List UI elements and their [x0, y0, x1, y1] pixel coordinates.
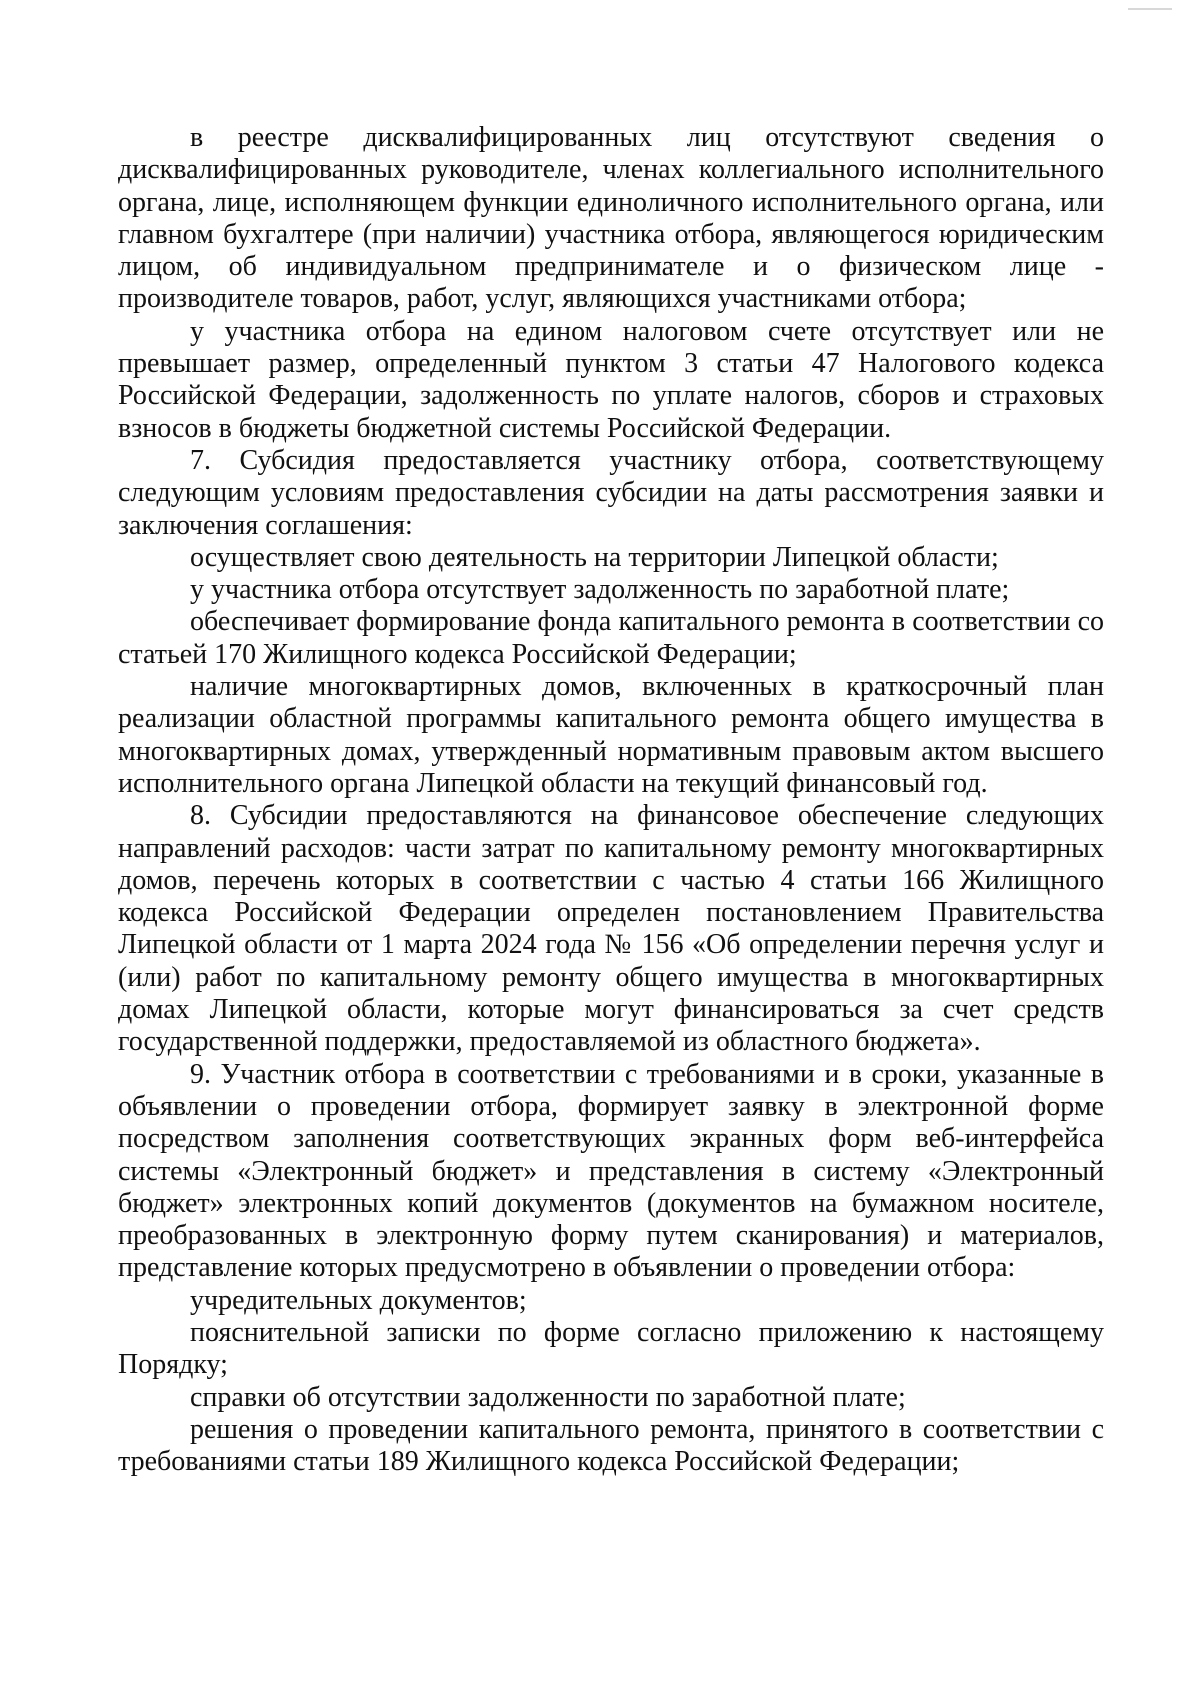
scan-corner-mark: [1128, 8, 1172, 10]
paragraph-explanatory-note: пояснительной записки по форме согласно приложению к настоящему Порядку;: [118, 1316, 1104, 1381]
paragraph-apartment-buildings: наличие многоквартирных домов, включенных в краткосрочный план реализации областной программы капитального ремонта общего имущества в многоквартирных домах, утвержденный нормативным правовым актом высшего исполнительного органа Липецкой области на текущий финансовый год.: [118, 671, 1104, 799]
paragraph-tax-debt: у участника отбора на едином налоговом счете отсутствует или не превышает размер, определенный пунктом 3 статьи 47 Налогового кодекса Российской Федерации, задолженность по уплате налогов, сборов и страховых взносов в бюджеты бюджетной системы Российской Федерации.: [118, 315, 1104, 444]
paragraph-item-8: 8. Субсидии предоставляются на финансовое обеспечение следующих направлений расходов: части затрат по капитальному ремонту многоквартирных домов, перечень которых в соответствии с частью 4 статьи 166 Жилищного кодекса Российской Федерации определен постановлением Правительства Липецкой области от 1 марта 2024 года № 156 «Об определении перечня услуг и (или) работ по капитальному ремонту общего имущества в многоквартирных домах Липецкой области, которые могут финансироваться за счет средств государственной поддержки, предоставляемой из областного бюджета».: [118, 800, 1104, 1058]
paragraph-repair-fund: обеспечивает формирование фонда капитального ремонта в соответствии со статьей 170 Жилищного кодекса Российской Федерации;: [118, 606, 1104, 670]
paragraph-item-7: 7. Субсидия предоставляется участнику отбора, соответствующему следующим условиям предоставления субсидии на даты рассмотрения заявки и заключения соглашения:: [118, 444, 1104, 541]
paragraph-wage-certificate: справки об отсутствии задолженности по заработной плате;: [190, 1381, 906, 1413]
document-page: [118, 122, 1104, 1478]
paragraph-founding-documents: учредительных документов;: [190, 1284, 527, 1316]
paragraph-disqualified-registry: в реестре дисквалифицированных лиц отсутствуют сведения о дисквалифицированных руководителе, членах коллегиального исполнительного органа, лице, исполняющем функции единоличного исполнительного органа, или главном бухгалтере (при наличии) участника отбора, являющегося юридическим лицом, об индивидуальном предпринимателе и о физическом лице - производителе товаров, работ, услуг, являющихся участниками отбора;: [118, 122, 1104, 315]
paragraph-wage-debt: у участника отбора отсутствует задолженность по заработной плате;: [190, 574, 1010, 606]
paragraph-item-9: 9. Участник отбора в соответствии с требованиями и в сроки, указанные в объявлении о проведении отбора, формирует заявку в электронной форме посредством заполнения соответствующих экранных форм веб-интерфейса системы «Электронный бюджет» и представления в систему «Электронный бюджет» электронных копий документов (документов на бумажном носителе, преобразованных в электронную форму путем сканирования) и материалов, представление которых предусмотрено в объявлении о проведении отбора:: [118, 1058, 1104, 1284]
paragraph-territory: осуществляет свою деятельность на территории Липецкой области;: [190, 541, 999, 573]
paragraph-repair-decision: решения о проведении капитального ремонта, принятого в соответствии с требованиями статьи 189 Жилищного кодекса Российской Федерации;: [118, 1413, 1104, 1478]
